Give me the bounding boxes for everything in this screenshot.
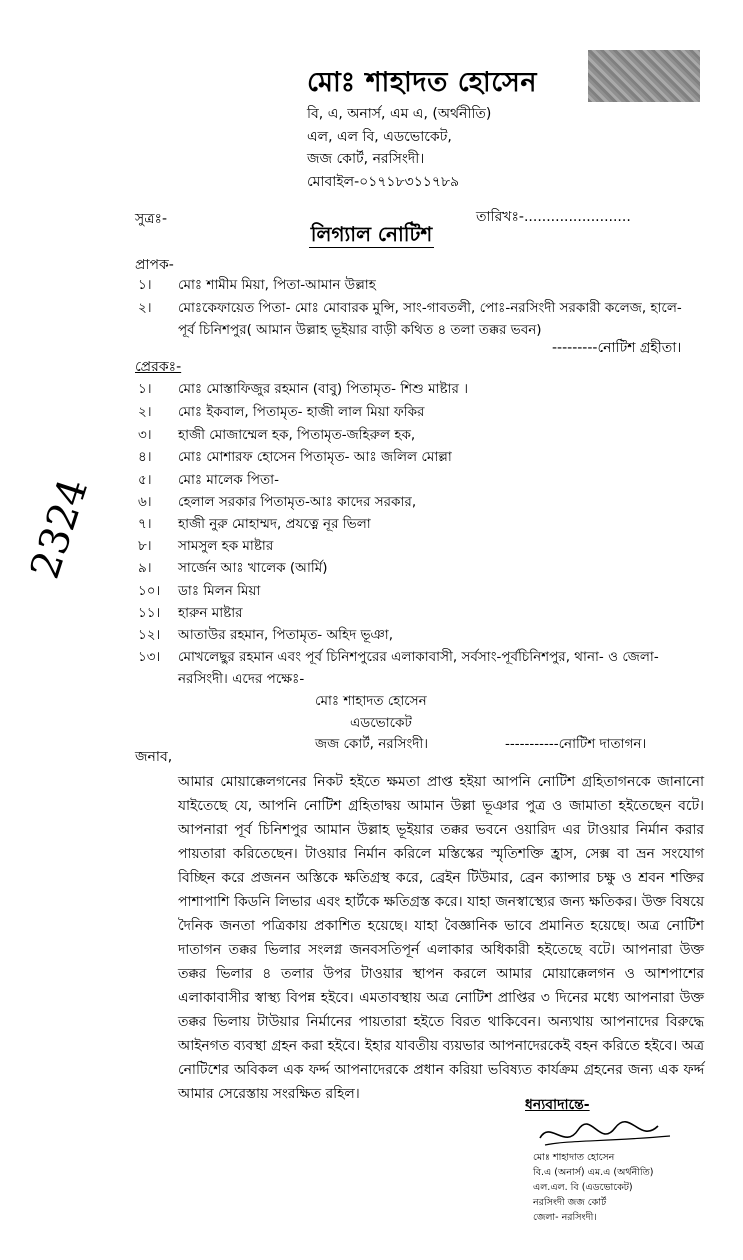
sender-item: ১১। হারুন মাষ্টার xyxy=(138,605,243,621)
header-court-line: জজ কোর্ট, নরসিংদী। xyxy=(307,151,425,167)
sender-item: ৯। সার্জেন আঃ খালেক (আর্মি) xyxy=(138,560,328,576)
sender-item: ৭। হাজী নুরু মোহাম্মদ, প্রযত্নে নূর ভিলা xyxy=(138,516,371,532)
header-profession-line: এল, এল বি, এডভোকেট, xyxy=(307,129,452,145)
advocate-title: এডভোকেট xyxy=(350,715,412,731)
sender-item-continuation: নরসিংদী। এদের পক্ষেঃ- xyxy=(178,671,305,687)
senders-heading: প্রেরকঃ- xyxy=(135,359,182,375)
sender-item: ১০। ডাঃ মিলন মিয়া xyxy=(138,583,261,599)
sender-item: ১। মোঃ মোস্তাফিজুর রহমান (বাবু) পিতামৃত- শিশু মাষ্টার । xyxy=(138,381,469,397)
sender-item: ২। মোঃ ইকবাল, পিতামৃত- হাজী লাল মিয়া ফকির xyxy=(138,404,425,420)
stamp-line: জেলা- নরসিংদী। xyxy=(533,1212,597,1223)
stamp-line: মোঃ শাহাদাত হোসেন xyxy=(533,1152,615,1163)
advocate-name: মোঃ শাহাদত হোসেন xyxy=(315,693,427,709)
sender-item: ১২। আতাউর রহমান, পিতামৃত- অহিদ ভূঞা, xyxy=(138,627,394,643)
date-label: তারিখঃ-........................ xyxy=(476,209,631,225)
advocate-header-name: মোঃ শাহাদত হোসেন xyxy=(307,67,538,98)
sender-tag: -----------নোটিশ দাতাগন। xyxy=(505,736,647,752)
closing-regards: ধন্যবাদান্তে- xyxy=(525,1097,590,1113)
recipient-footer: ---------নোটিশ গ্রহীতা। xyxy=(552,340,682,356)
recipient-item: ২। মোঃকেফায়েত পিতা- মোঃ মোবারক মুন্সি, সাং-গাবতলী, পোঃ-নরসিংদী সরকারী কলেজ, হালে- xyxy=(138,300,682,316)
sender-item: ১৩। মোখলেছুর রহমান এবং পূর্ব চিনিশপুরের এলাকাবাসী, সর্বসাং-পূর্বচিনিশপুর, থানা- ও জেলা- xyxy=(138,649,659,665)
reference-label: সুত্রঃ- xyxy=(135,211,168,227)
document-title: লিগ্যাল নোটিশ xyxy=(310,222,433,246)
recipient-item: ১। মোঃ শামীম মিয়া, পিতা-আমান উল্লাহ xyxy=(138,277,376,293)
recipient-item-continuation: পূর্ব চিনিশপুর( আমান উল্লাহ ভূইয়ার বাড়ী কথিত ৪ তলা তক্কর ভবন) xyxy=(178,322,542,338)
stamp-line: বি.এ (অনার্স) এম.এ (অর্থনীতি) xyxy=(533,1167,654,1178)
salutation: জনাব, xyxy=(135,749,173,765)
header-degree-line: বি, এ, অনার্স, এম এ, (অর্থনীতি) xyxy=(307,106,492,122)
sender-item: ৫। মোঃ মালেক পিতা- xyxy=(138,472,279,488)
notice-body: আমার মোয়াক্কেলগনের নিকট হইতে ক্ষমতা প্রাপ্ত হইয়া আপনি নোটিশ গ্রহিতাগনকে জানানো যাইতেছে যে, আপনি নোটিশ গ্রহিতাদ্বয় আমান উল্লা ভূঞার পুত্র ও জামাতা হইতেছেন বটে। আপনারা পূর্ব চিনিশপুর আমান উল্লাহ ভূইয়ার তক্কর ভবনে ওয়ারিদ এর টাওয়ার নির্মান করার পায়তারা করিতেছেন। টাওয়ার নির্মান করিলে মস্তিস্কের স্মৃতিশক্তি হ্রাস, সেক্স বা ভ্রন সংযোগ বিচ্ছিন করে প্রজনন অস্তিকে ক্ষতিগ্রস্থ করে, ব্রেইন টিউমার, ব্রেন ক্যান্সার চক্ষু ও শ্রবন শক্তির পাশাপাশি কিডনি লিভার এবং হার্টকে ক্ষতিগ্রস্ত করে। যাহা জনস্বাস্থ্যের জন্য ক্ষতিকর। উক্ত বিষয়ে দৈনিক জনতা পত্রিকায় প্রকাশিত হয়েছে। যাহা বৈজ্ঞানিক ভাবে প্রমানিত হয়েছে। অত্র নোটিশ দাতাগন তক্কর ভিলার সংলগ্ন জনবসতিপূর্ন এলাকার অধিকারী হইতেছে বটে। আপনারা উক্ত তক্কর ভিলার ৪ তলার উপর টাওয়ার স্থাপন করলে আমার মোয়াক্কেলগন ও আশপাশের এলাকাবাসীর স্বাস্থ্য বিপন্ন হইবে। এমতাবস্থায় অত্র নোটিশ প্রাপ্তির ৩ দিনের মধ্যে আপনারা উক্ত তক্কর ভিলায় টাউয়ার নির্মানের পায়তারা হইতে বিরত থাকিবেন। অন্যথায় আপনাদের বিরুদ্ধে আইনগত ব্যবস্থা গ্রহন করা হইবে। ইহার যাবতীয় ব্যয়ভার আপনাদেরকেই বহন করিতে হইবে। অত্র নোটিশের অবিকল এক ফর্দ্দ আপনাদেরকে প্রধান করিয়া ভবিষ্যত কার্যক্রম গ্রহনের জন্য এক ফর্দ্দ আমার সেরেস্তায় সংরক্ষিত রহিল। xyxy=(178,774,704,1102)
redacted-area xyxy=(588,50,700,102)
sender-item: ৮। সামসুল হক মাষ্টার xyxy=(138,538,274,554)
recipients-heading: প্রাপক- xyxy=(135,257,174,273)
sender-item: ৬। হেলাল সরকার পিতামৃত-আঃ কাদের সরকার, xyxy=(138,494,417,510)
stamp-line: এল.এল. বি (এডভোকেট) xyxy=(533,1182,633,1193)
sender-item: ৩। হাজী মোজাম্মেল হক, পিতামৃত-জহিরুল হক, xyxy=(138,427,416,443)
sender-item: ৪। মোঃ মোশারফ হোসেন পিতামৃত- আঃ জলিল মোল্লা xyxy=(138,449,452,465)
header-mobile-line: মোবাইল-০১৭১৮৩১১৭৮৯ xyxy=(307,174,460,190)
advocate-stamp xyxy=(533,1150,653,1225)
stamp-line: নরসিংদী জজ কোর্ট xyxy=(533,1197,607,1208)
advocate-court: জজ কোর্ট, নরসিংদী। xyxy=(315,736,429,752)
handwritten-margin-number: 2324 xyxy=(22,473,98,585)
